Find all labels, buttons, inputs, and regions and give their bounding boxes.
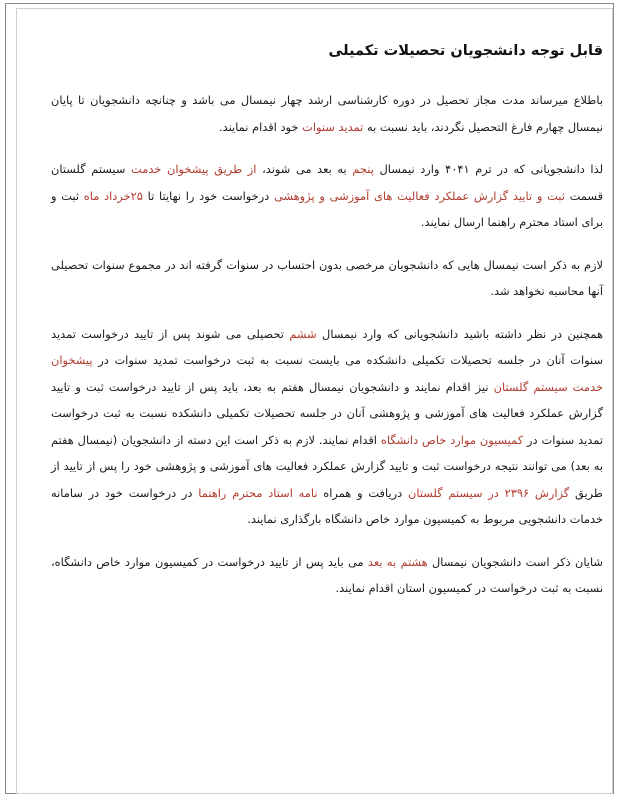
highlighted-text: ششم <box>289 326 317 341</box>
text-span: درخواست خود را نهایتا تا <box>142 188 274 203</box>
paragraph-3 <box>51 252 603 305</box>
text-span: ثبت و برای استاد محترم راهنما ارسال نمایند. <box>51 188 603 229</box>
text-span: سیستم گلستان قسمت <box>51 162 604 203</box>
text-span: شایان ذکر است دانشجویان نیمسال <box>427 554 603 569</box>
highlighted-text: ۲۵خرداد ماه <box>83 188 143 203</box>
text-span: اقدام نمایند. لازم به ذکر است این دسته از دانشجویان (نیمسال هفتم به بعد) می توانند نتیجه درخواست ثبت و تایید گزارش عملکرد فعالیت های آموزشی و پژوهشی خود را پس از تایید از طریق <box>51 432 603 500</box>
text-span: تحصیلی می شوند پس از تایید درخواست تمدید سنوات آنان در جلسه تحصیلات تکمیلی دانشکده می بایست نسبت به ثبت درخواست تمدید سنوات در <box>51 326 603 367</box>
highlighted-text: گزارش ۲۳۹۶ در سیستم گلستان <box>407 485 570 500</box>
paragraph-1 <box>51 87 603 140</box>
highlighted-text: نامه استاد محترم راهنما <box>198 485 318 500</box>
text-span: همچنین در نظر داشته باشید دانشجویانی که وارد نیمسال <box>316 326 604 341</box>
highlighted-text: کمیسیون موارد خاص دانشگاه <box>380 432 524 447</box>
page-title: قابل توجه دانشجویان تحصیلات تکمیلی <box>328 43 603 59</box>
document-page <box>16 8 613 794</box>
document-body <box>51 35 603 618</box>
text-span: در درخواست خود در سامانه خدمات دانشجویی مربوط به کمیسیون موارد خاص دانشگاه بارگذاری نمایند. <box>51 485 603 526</box>
text-span: خود اقدام نمایند. <box>218 119 303 134</box>
text-span: دریافت و همراه <box>317 485 408 500</box>
paragraph-4 <box>51 321 603 533</box>
text-span: به بعد می شوند، <box>256 162 353 176</box>
paragraph-5 <box>51 549 603 602</box>
highlighted-text: هشتم به بعد <box>367 554 428 569</box>
highlighted-text: پنجم <box>352 162 374 176</box>
highlighted-text: ثبت و تایید گزارش عملکرد فعالیت های آموزشی و پژوهشی <box>274 188 565 203</box>
text-span: باطلاع میرساند مدت مجاز تحصیل در دوره کارشناسی ارشد چهار نیمسال می باشد و چنانچه دانشجویان تا پایان نیمسال چهارم فارغ التحصیل نگردند، باید نسبت به <box>51 93 603 134</box>
text-span: لذا دانشجویانی که در ترم ۴۰۴۱ وارد نیمسال <box>373 162 604 176</box>
highlighted-text: از طریق پیشخوان خدمت <box>131 162 257 176</box>
text-span: می باید پس از تایید درخواست در کمیسیون موارد خاص دانشگاه، نسبت به ثبت درخواست در کمیسیون استان اقدام نمایند. <box>51 554 603 595</box>
highlighted-text: تمدید سنوات <box>302 119 364 134</box>
paragraph-2 <box>51 156 603 236</box>
text-span: لازم به ذکر است نیمسال هایی که دانشجویان مرخصی بدون احتساب در سنوات گرفته اند در مجموع سنوات تحصیلی آنها محاسبه نخواهد شد. <box>51 257 603 298</box>
text-span: نیز اقدام نمایند و دانشجویان نیمسال هفتم به بعد، باید پس از تایید درخواست ثبت و تایید گزارش عملکرد فعالیت های آموزشی و پژوهشی آنان در جلسه تحصیلات تکمیلی دانشکده نسبت به ثبت درخواست تمدید سنوات در <box>51 379 603 447</box>
highlighted-text: پیشخوان خدمت سیستم گلستان <box>51 353 603 394</box>
